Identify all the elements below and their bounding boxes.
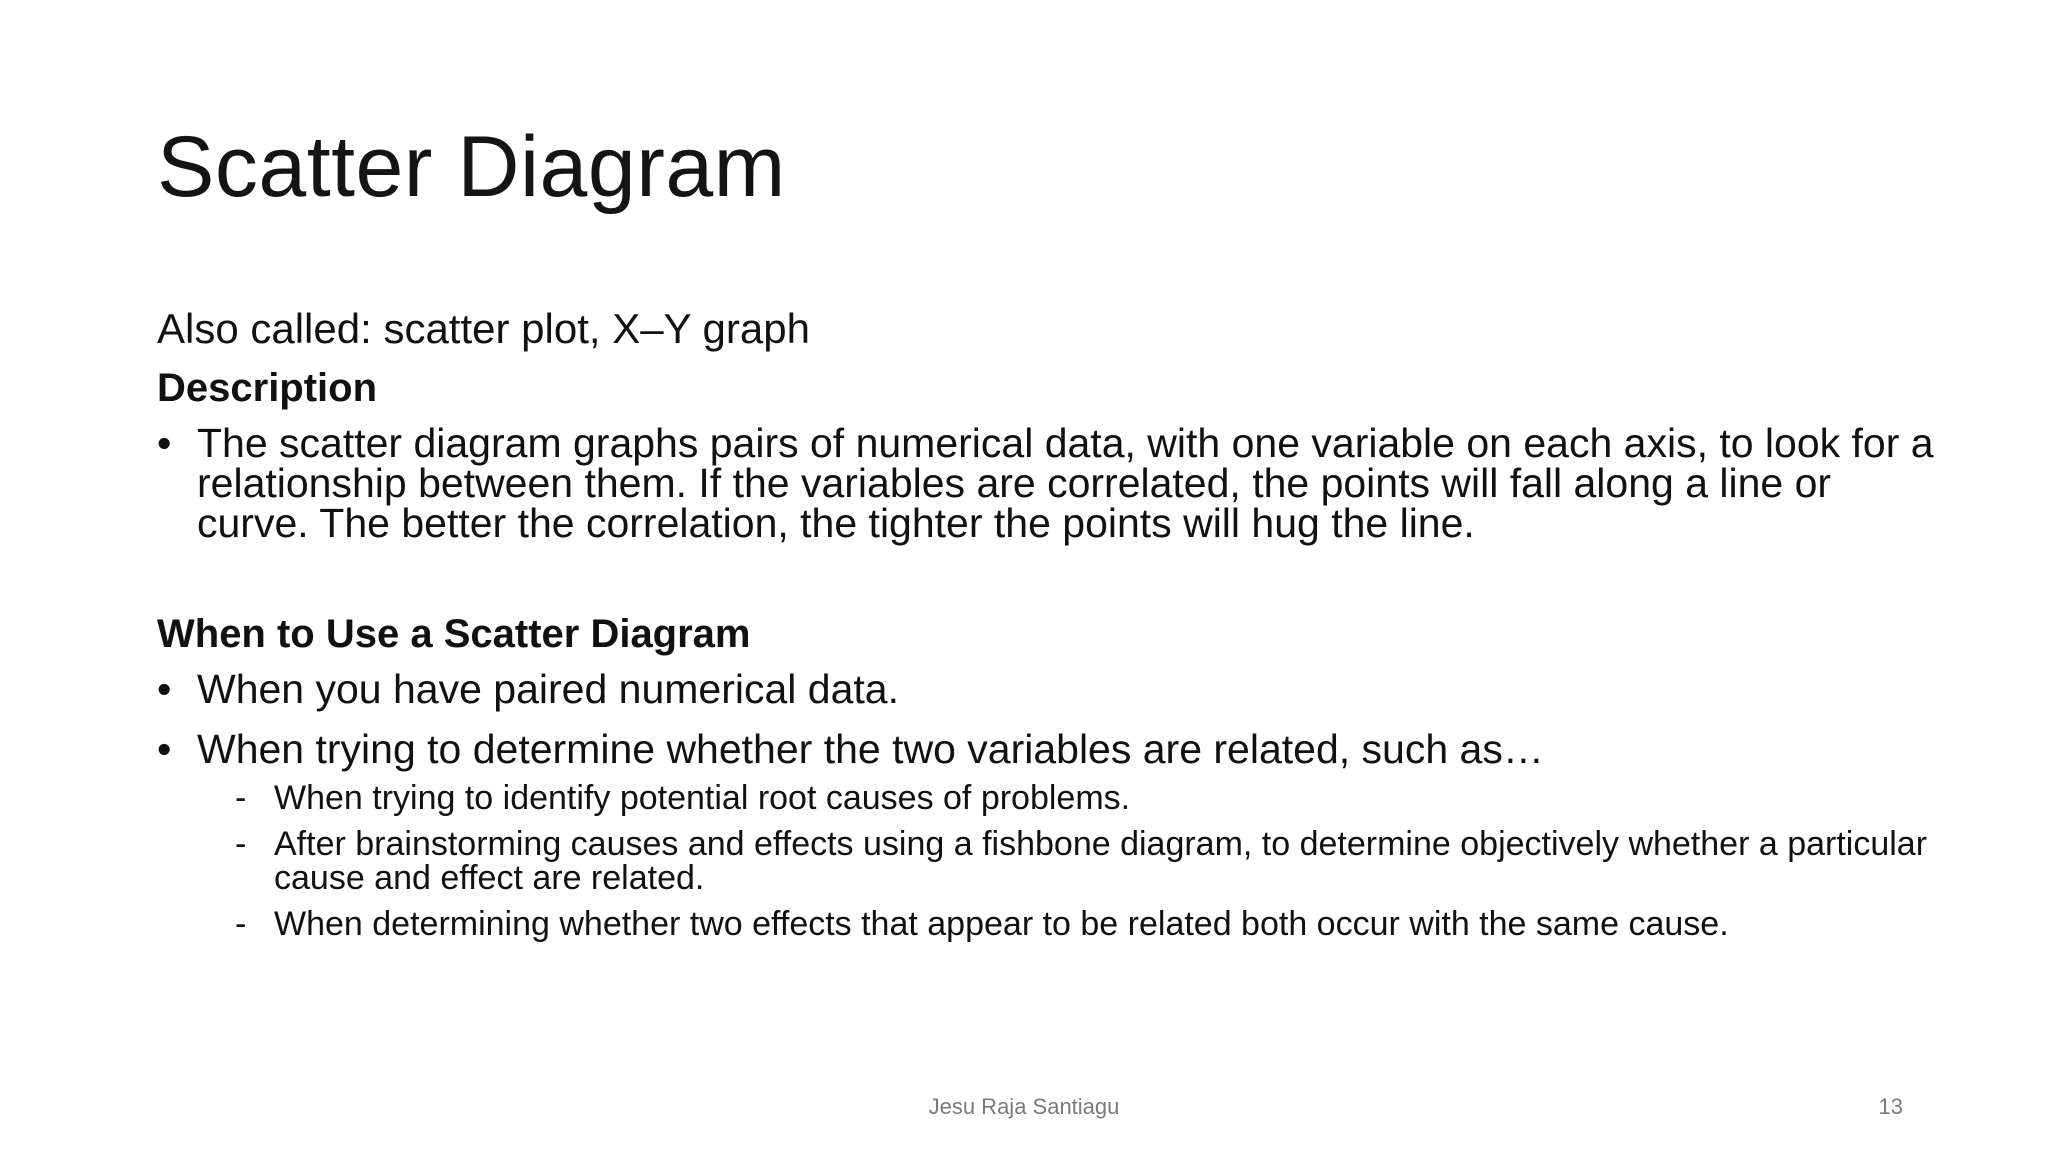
bullet-marker: • bbox=[157, 726, 172, 772]
when-bullet bbox=[157, 726, 1937, 772]
sub-bullet bbox=[157, 781, 1937, 815]
description-bullet bbox=[157, 420, 1937, 546]
footer-author: Jesu Raja Santiagu bbox=[928, 1094, 1120, 1119]
sub-bullet-text: After brainstorming causes and effects using a fishbone diagram, to determine objectively whether a particular cause and effect are related. bbox=[274, 825, 1928, 897]
also-called-text: Also called: scatter plot, X–Y graph bbox=[157, 305, 810, 352]
dash-marker: - bbox=[235, 905, 247, 943]
slide-title: Scatter Diagram bbox=[157, 119, 786, 215]
description-bullet-text: The scatter diagram graphs pairs of numerical data, with one variable on each axis, to look for a relationship between them. If the variables are correlated, the points will fall along a line or curve. The better the correlation, the tighter the points will hug the line. bbox=[197, 420, 1934, 546]
when-bullet bbox=[157, 666, 1937, 712]
sub-bullet-text: When trying to identify potential root causes of problems. bbox=[274, 779, 1131, 817]
sub-bullet bbox=[157, 907, 1937, 941]
dash-marker: - bbox=[235, 779, 247, 817]
page-number: 13 bbox=[1878, 1094, 1903, 1119]
bullet-marker: • bbox=[157, 666, 172, 712]
when-bullet-text: When you have paired numerical data. bbox=[197, 666, 899, 712]
when-bullet-text: When trying to determine whether the two variables are related, such as… bbox=[197, 726, 1544, 772]
spacer bbox=[157, 543, 1937, 601]
dash-marker: - bbox=[235, 825, 247, 863]
sub-bullet-text: When determining whether two effects that appear to be related both occur with the same cause. bbox=[274, 905, 1729, 943]
bullet-marker: • bbox=[157, 420, 172, 466]
slide-body bbox=[157, 303, 1937, 941]
sub-bullet bbox=[157, 827, 1934, 895]
when-to-use-heading: When to Use a Scatter Diagram bbox=[157, 612, 751, 656]
description-heading: Description bbox=[157, 366, 378, 410]
